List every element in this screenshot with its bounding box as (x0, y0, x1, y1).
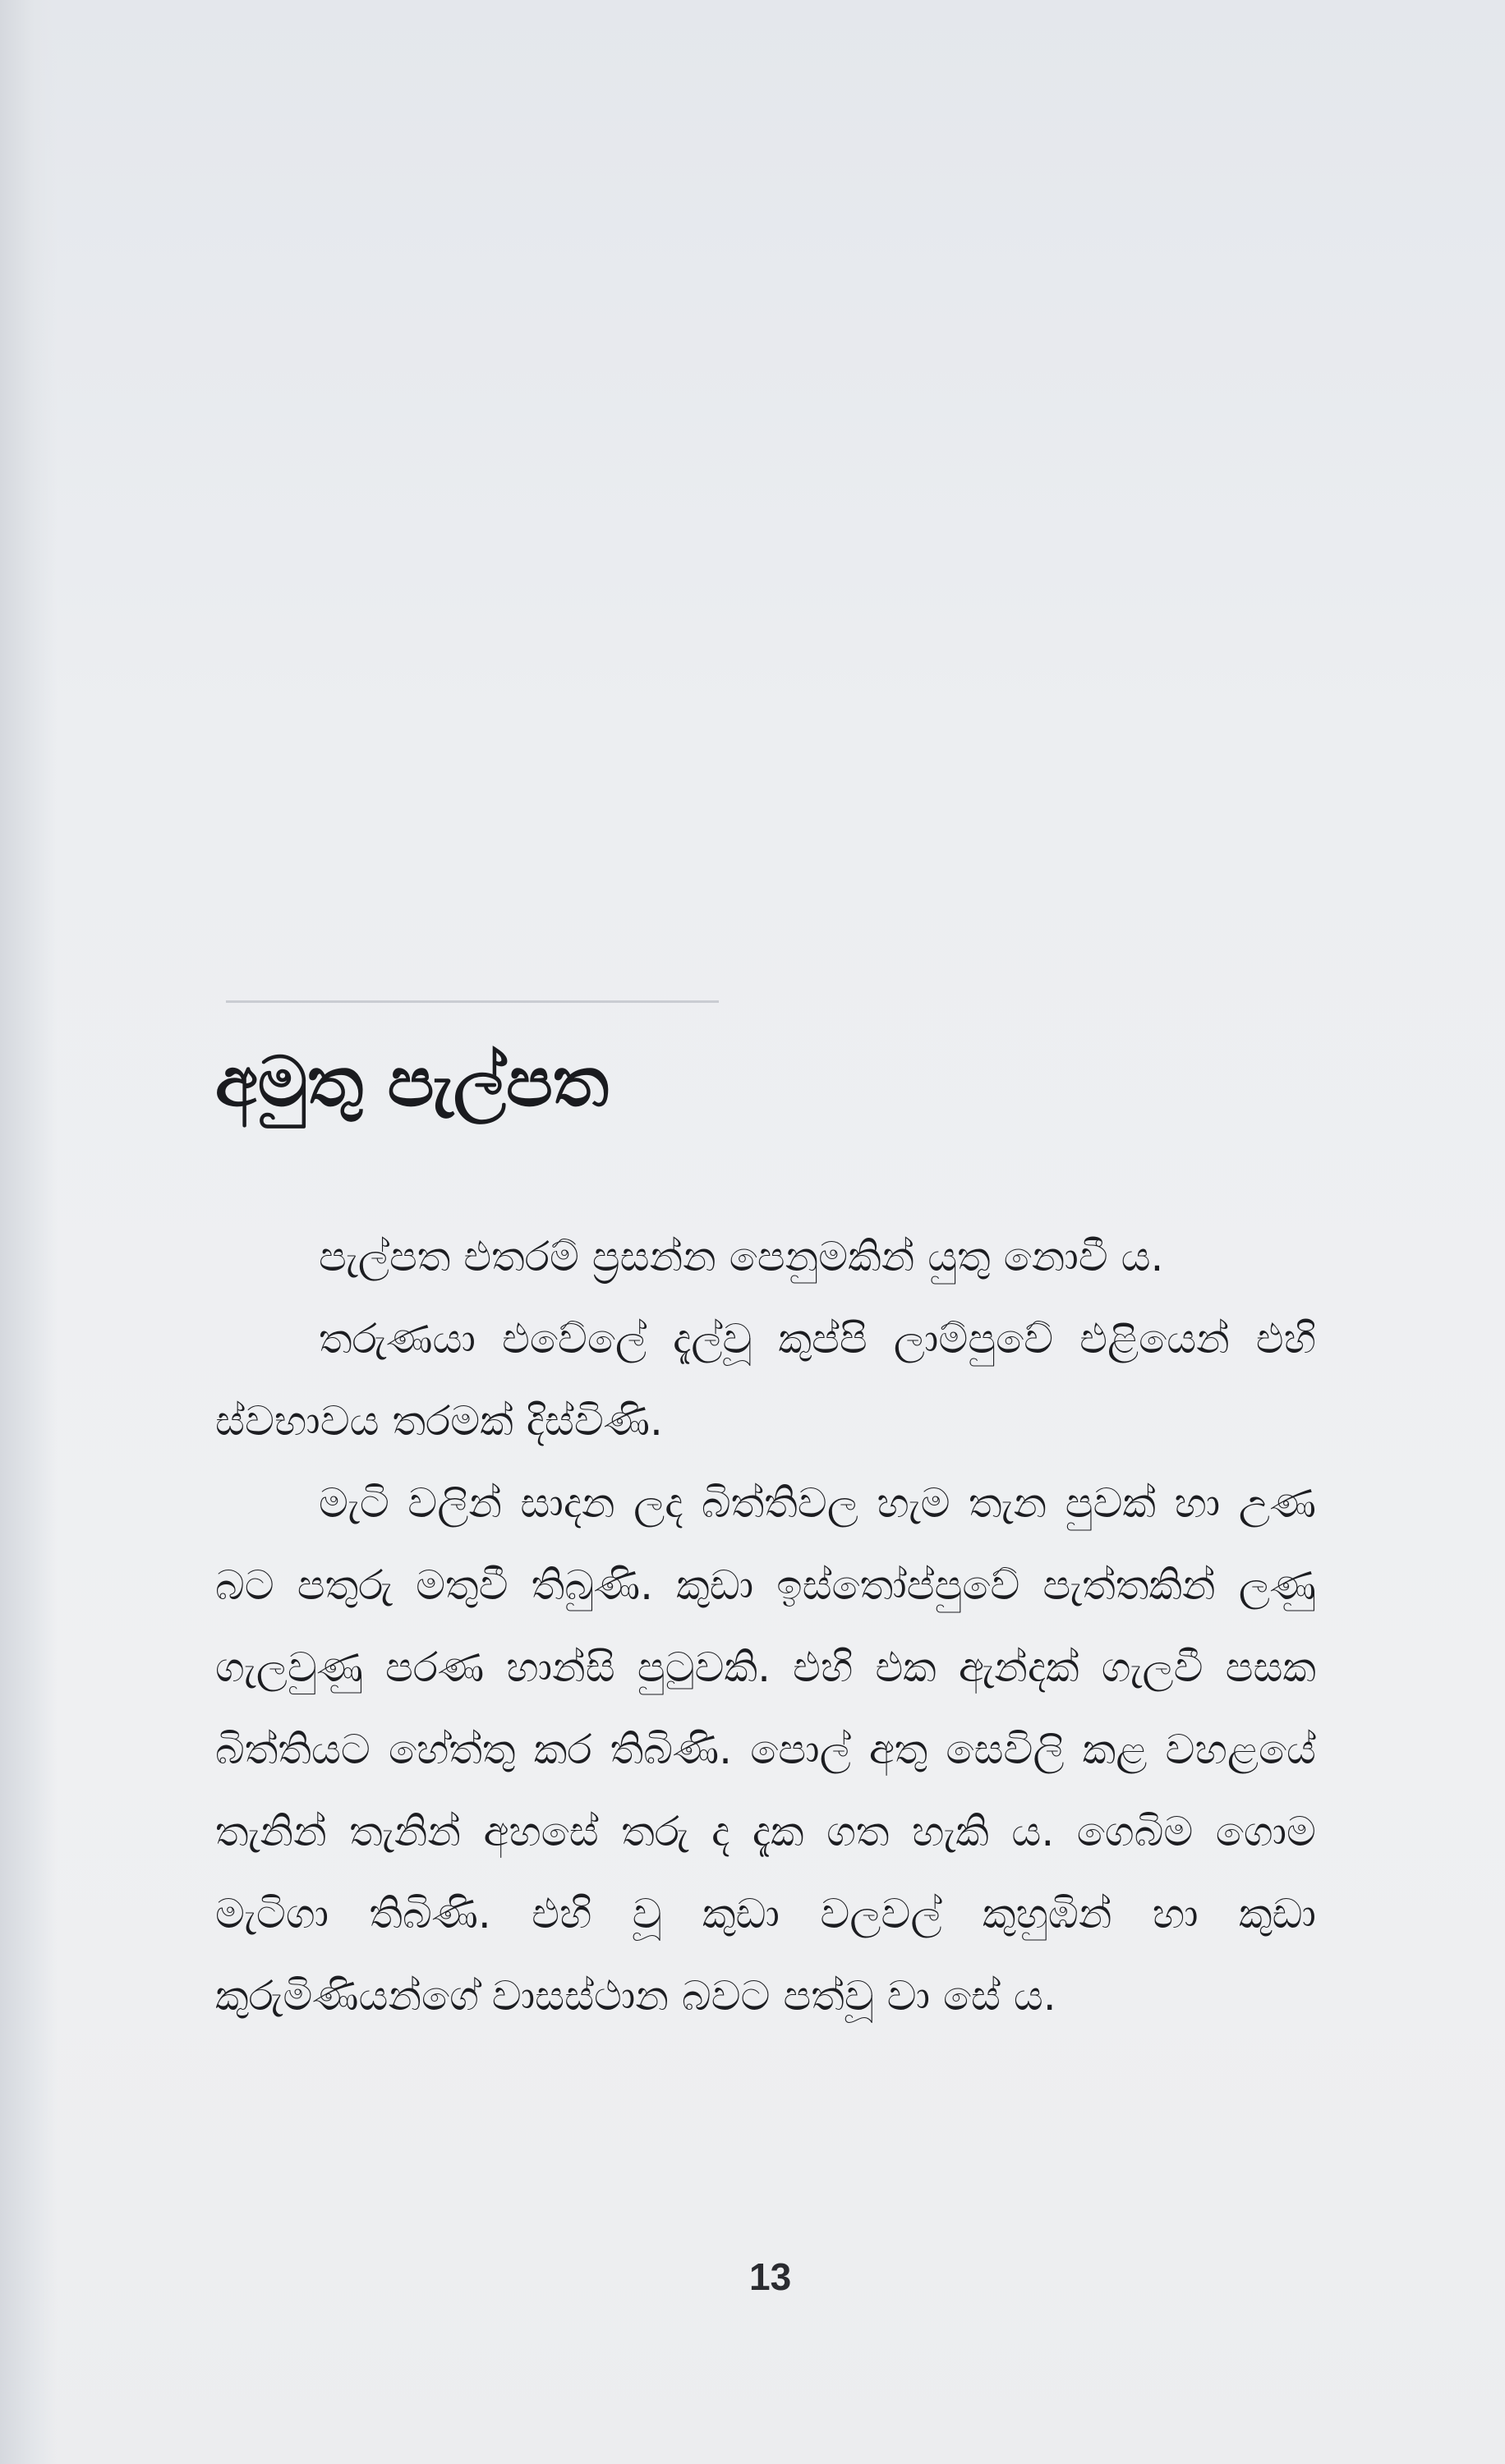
binding-gutter-shadow (0, 0, 58, 2464)
paragraph-3: මැටි වලින් සාදන ලද බිත්තිවල හැම තැන පුවක් හා උණ බට පතුරු මතුවී තිබුණි. කුඩා ඉස්තෝප්පුවේ පැත්තකින් ලණු ගැලවුණු පරණ හාන්සි පුටුවකි. එහි එක ඇන්දක් ගැලවී පසක බිත්තියට හේත්තු කර තිබිණි. පොල් අතු සෙවිලි කළ වහළයේ තැනින් තැනින් අහසේ තරු ද දැක ගත හැකි ය. ගෙබිම ගොම මැටිගා තිබිණි. එහි වූ කුඩා වලවල් කුහුඹින් හා කුඩා කුරුමිණියන්ගේ වාසස්ථාන බවට පත්වූ වා සේ ය. (215, 1479, 1316, 2020)
page-number: 13 (749, 2255, 792, 2298)
paragraph-2: තරුණයා එවේලේ දැල්වූ කුප්පි ලාම්පුවේ එළියෙන් එහි ස්වභාවය තරමක් දිස්විණි. (215, 1315, 1316, 1445)
chapter-title: අමුතු පැල්පත (215, 1041, 610, 1122)
chapter-divider-rule (226, 1000, 719, 1003)
chapter-body (215, 1216, 1316, 2037)
paragraph-1: පැල්පත එතරම් ප්‍රසන්න පෙනුමකින් යුතු නොවී ය. (319, 1233, 1164, 1280)
